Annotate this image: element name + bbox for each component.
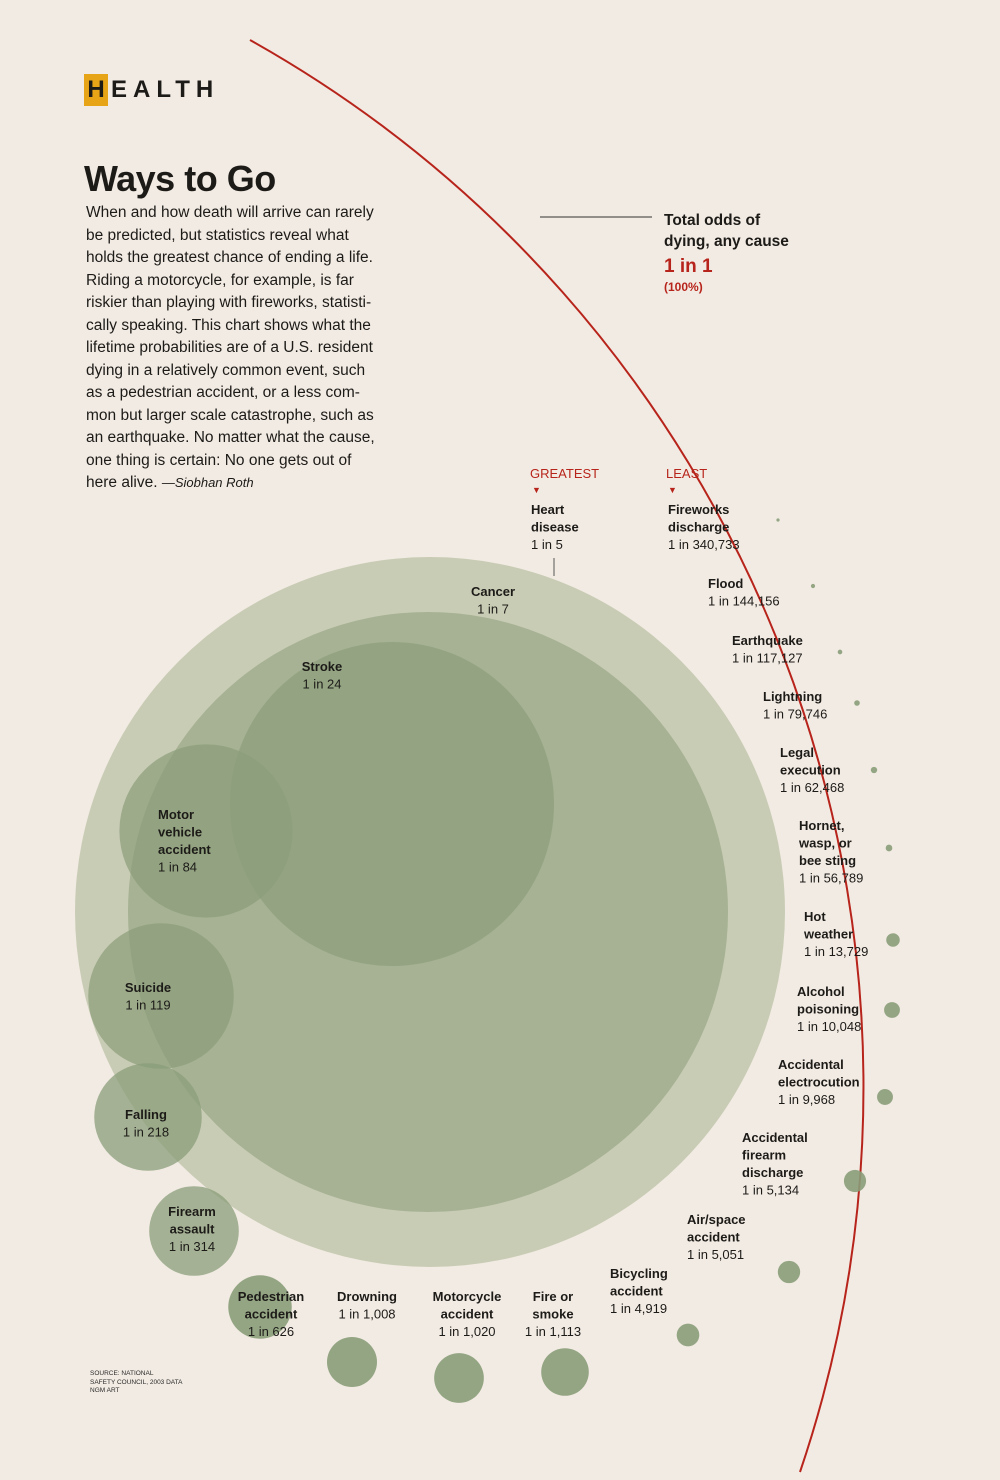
odds-accidental-electrocution: 1 in 9,968 — [778, 1092, 836, 1107]
label-accidental-electrocution: electrocution — [778, 1074, 860, 1090]
section-tag-initial: H — [84, 74, 108, 106]
bubble-legal-execution — [871, 767, 877, 773]
intro-line: one thing is certain: No one gets out of — [86, 451, 352, 469]
label-heart-disease: Heart — [531, 502, 565, 517]
odds-bicycling-accident: 1 in 4,919 — [610, 1301, 668, 1316]
source-line: SAFETY COUNCIL, 2003 DATA — [90, 1378, 183, 1386]
label-pedestrian-accident: accident — [244, 1306, 298, 1322]
odds-fireworks-discharge: 1 in 340,733 — [668, 537, 740, 552]
odds-pedestrian-accident: 1 in 626 — [247, 1324, 295, 1339]
label-hornet-wasp-or-bee-sting: bee sting — [799, 853, 857, 868]
bubble-motor-vehicle-accident — [119, 744, 292, 917]
label-fireworks-discharge: discharge — [668, 519, 730, 535]
label-cancer: Cancer — [470, 584, 516, 599]
label-drowning: Drowning — [337, 1289, 397, 1304]
odds-cancer: 1 in 7 — [477, 601, 509, 617]
label-fireworks-discharge: Fireworks — [668, 502, 730, 517]
odds-legal-execution: 1 in 62,468 — [780, 780, 845, 795]
odds-stroke: 1 in 24 — [302, 676, 342, 692]
intro-line: When and how death will arrive can rarely — [86, 204, 374, 221]
page-title: Ways to Go — [84, 158, 276, 199]
label-air-space-accident: accident — [687, 1229, 740, 1245]
label-hornet-wasp-or-bee-sting: Hornet, — [799, 818, 845, 833]
label-hot-weather: weather — [804, 926, 854, 942]
bubble-fireworks-discharge — [776, 518, 779, 521]
least-marker — [666, 466, 707, 498]
bubble-air-space-accident — [778, 1261, 800, 1283]
odds-motor-vehicle-accident: 1 in 84 — [158, 859, 198, 875]
odds-heart-disease: 1 in 5 — [531, 537, 563, 552]
source-line: SOURCE: NATIONAL — [90, 1370, 154, 1377]
intro-line: cally speaking. This chart shows what the — [86, 316, 371, 334]
source-line: NGM ART — [90, 1387, 120, 1394]
label-stroke: Stroke — [301, 659, 343, 674]
intro-line: be predicted, but statistics reveal what — [86, 226, 349, 244]
bubble-accidental-electrocution — [877, 1089, 893, 1105]
odds-earthquake: 1 in 117,127 — [732, 650, 803, 666]
intro-text — [86, 202, 446, 495]
least-label: LEAST — [666, 466, 708, 481]
greatest-marker — [530, 466, 599, 498]
bubble-suicide — [88, 923, 234, 1069]
label-accidental-electrocution: Accidental — [778, 1057, 844, 1072]
label-fire-or-smoke: Fire or — [532, 1289, 574, 1304]
odds-lightning: 1 in 79,746 — [763, 706, 828, 722]
label-accidental-firearm-discharge: Accidental — [742, 1130, 808, 1145]
label-firearm-assault: Firearm — [168, 1204, 216, 1219]
odds-hot-weather: 1 in 13,729 — [804, 944, 869, 959]
label-accidental-firearm-discharge: firearm — [742, 1147, 787, 1163]
label-bicycling-accident: Bicycling — [610, 1266, 668, 1281]
label-motorcycle-accident: Motorcycle — [432, 1289, 502, 1304]
label-alcohol-poisoning: Alcohol — [797, 984, 845, 999]
label-legal-execution: execution — [780, 762, 841, 778]
bubble-drowning — [327, 1337, 377, 1387]
label-hornet-wasp-or-bee-sting: wasp, or — [799, 835, 852, 851]
label-lightning: Lightning — [763, 689, 823, 704]
odds-flood: 1 in 144,156 — [708, 593, 780, 609]
label-hot-weather: Hot — [804, 909, 826, 924]
total-line-1: Total odds of — [664, 212, 761, 229]
odds-suicide: 1 in 119 — [125, 997, 171, 1013]
odds-firearm-assault: 1 in 314 — [168, 1239, 216, 1254]
down-arrow-icon: ▼ — [532, 485, 541, 495]
source-credit — [90, 1370, 260, 1396]
label-heart-disease: disease — [531, 519, 579, 535]
bubble-hot-weather — [886, 933, 900, 947]
bubble-flood — [811, 584, 815, 588]
label-motor-vehicle-accident: vehicle — [158, 824, 203, 840]
odds-accidental-firearm-discharge: 1 in 5,134 — [742, 1182, 800, 1198]
label-falling: Falling — [125, 1107, 167, 1122]
total-odds-value: 1 in 1 — [664, 256, 713, 277]
label-legal-execution: Legal — [780, 745, 814, 760]
label-earthquake: Earthquake — [732, 633, 803, 648]
bubble-bicycling-accident — [677, 1324, 700, 1347]
intro-line: riskier than playing with fireworks, statisti- — [86, 294, 372, 311]
odds-air-space-accident: 1 in 5,051 — [687, 1247, 745, 1262]
bubble-hornet-wasp-or-bee-sting — [886, 845, 893, 852]
label-alcohol-poisoning: poisoning — [797, 1001, 860, 1017]
section-tag-rest: EALTH — [111, 76, 220, 103]
label-fire-or-smoke: smoke — [532, 1306, 574, 1322]
bubble-fire-or-smoke — [541, 1348, 589, 1396]
total-odds-percent: (100%) — [664, 280, 703, 294]
odds-falling: 1 in 218 — [122, 1124, 170, 1140]
total-odds-callout — [664, 210, 789, 298]
label-motor-vehicle-accident: Motor — [158, 807, 195, 822]
label-firearm-assault: assault — [169, 1221, 215, 1237]
intro-line: mon but larger scale catastrophe, such as — [86, 406, 374, 424]
odds-alcohol-poisoning: 1 in 10,048 — [797, 1019, 862, 1034]
label-motor-vehicle-accident: accident — [158, 842, 211, 857]
odds-motorcycle-accident: 1 in 1,020 — [438, 1324, 496, 1339]
intro-line: as a pedestrian accident, or a less com- — [86, 384, 360, 401]
total-line-2: dying, any cause — [664, 233, 789, 250]
intro-line: Riding a motorcycle, for example, is far — [86, 271, 354, 289]
intro-line: here alive. — [86, 474, 158, 491]
intro-line: dying in a relatively common event, such — [86, 361, 366, 379]
intro-line: lifetime probabilities are of a U.S. resident — [86, 339, 373, 356]
down-arrow-icon: ▼ — [668, 485, 677, 495]
label-air-space-accident: Air/space — [687, 1212, 746, 1227]
label-accidental-firearm-discharge: discharge — [742, 1165, 804, 1180]
bubble-accidental-firearm-discharge — [844, 1170, 866, 1192]
label-suicide: Suicide — [124, 980, 172, 995]
intro-line: an earthquake. No matter what the cause, — [86, 429, 375, 446]
bubble-alcohol-poisoning — [884, 1002, 900, 1018]
section-tag — [84, 74, 219, 106]
label-pedestrian-accident: Pedestrian — [237, 1289, 305, 1304]
odds-fire-or-smoke: 1 in 1,113 — [524, 1324, 582, 1339]
bubble-motorcycle-accident — [434, 1353, 484, 1403]
bubble-lightning — [854, 700, 860, 706]
greatest-label: GREATEST — [530, 466, 600, 481]
bubble-earthquake — [838, 650, 843, 655]
odds-drowning: 1 in 1,008 — [338, 1306, 396, 1322]
label-bicycling-accident: accident — [610, 1283, 663, 1299]
intro-line: holds the greatest chance of ending a life. — [86, 249, 373, 266]
byline: —Siobhan Roth — [161, 475, 254, 490]
odds-hornet-wasp-or-bee-sting: 1 in 56,789 — [799, 870, 864, 886]
label-flood: Flood — [708, 576, 744, 591]
label-motorcycle-accident: accident — [440, 1306, 494, 1322]
